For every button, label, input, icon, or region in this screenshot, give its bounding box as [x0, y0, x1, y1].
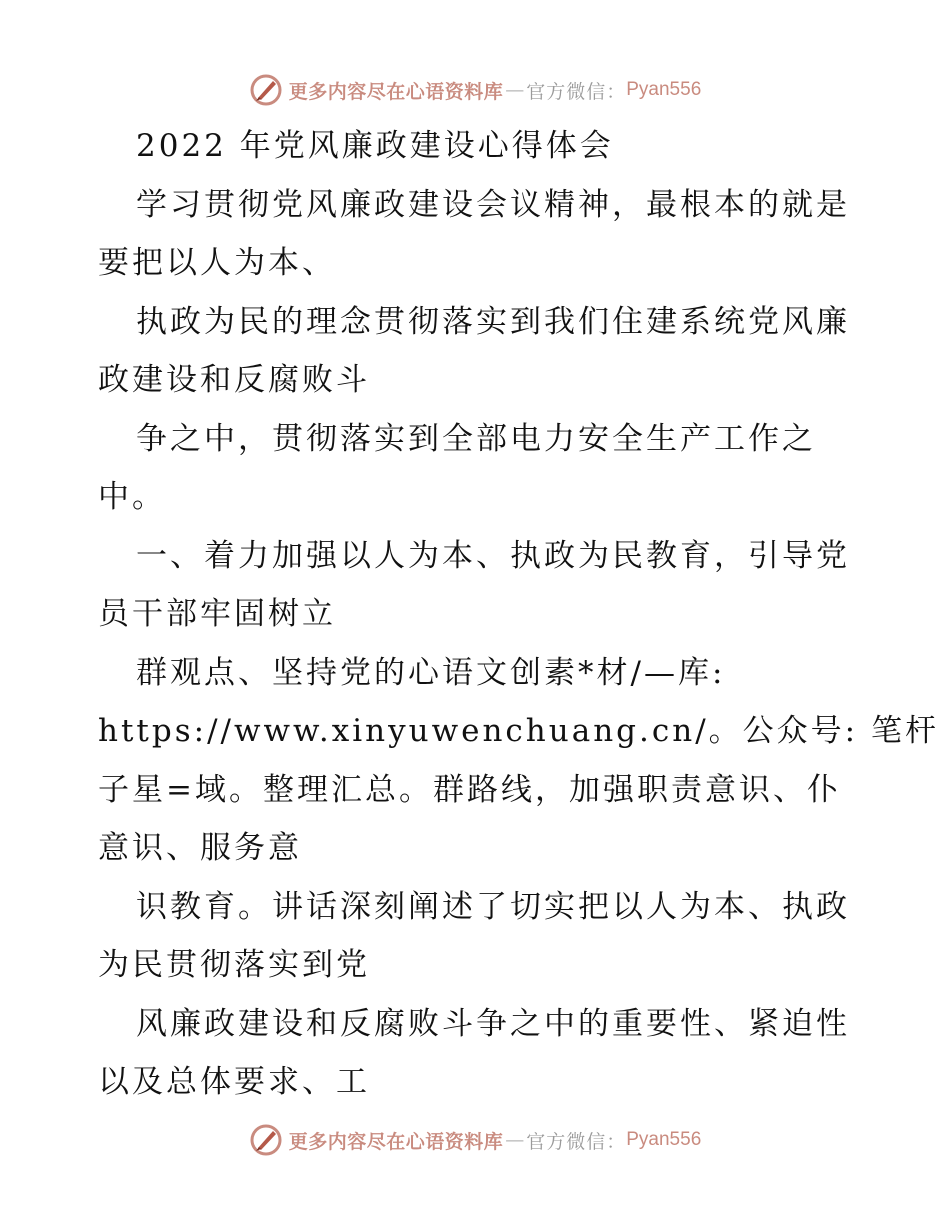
watermark-wechat-id: Pyan556 — [626, 79, 702, 100]
doc-title: 2022 年党风廉政建设心得体会 — [136, 128, 614, 164]
watermark-separator: — — [505, 79, 525, 101]
doc-line: 意识、服务意 — [98, 830, 302, 866]
watermark-label: 官方微信： — [526, 1130, 627, 1153]
doc-line: 政建设和反腐败斗 — [98, 362, 370, 398]
doc-line: 子星=域。整理汇总。群路线，加强职责意识、仆 — [98, 771, 841, 808]
doc-line: 为民贯彻落实到党 — [98, 947, 370, 983]
doc-line: 学习贯彻党风廉政建设会议精神，最根本的就是 — [136, 186, 850, 223]
watermark-banner-bottom — [0, 1120, 950, 1160]
doc-line: 员干部牢固树立 — [98, 596, 336, 632]
doc-line: 要把以人为本、 — [98, 245, 336, 281]
doc-line: 执政为民的理念贯彻落实到我们住建系统党风廉 — [136, 303, 850, 340]
doc-line: 一、着力加强以人为本、执政为民教育，引导党 — [136, 537, 850, 574]
document-body — [98, 117, 939, 1112]
watermark-main-text: 更多内容尽在心语资料库 — [288, 80, 504, 103]
doc-line: 中。 — [98, 479, 166, 515]
quill-seal-icon — [249, 73, 283, 107]
watermark-wechat-id: Pyan556 — [626, 1129, 702, 1150]
doc-line: 识教育。讲话深刻阐述了切实把以人为本、执政 — [136, 888, 850, 925]
watermark-separator: — — [505, 1129, 525, 1151]
doc-line: 争之中，贯彻落实到全部电力安全生产工作之 — [136, 420, 816, 457]
doc-line-url: https://www.xinyuwenchuang.cn/。公众号: 笔杆 — [98, 713, 939, 749]
quill-seal-icon — [249, 1123, 283, 1157]
watermark-label: 官方微信： — [526, 80, 627, 103]
watermark-banner-top — [0, 70, 950, 110]
doc-line: 风廉政建设和反腐败斗争之中的重要性、紧迫性 — [136, 1005, 850, 1042]
watermark-main-text: 更多内容尽在心语资料库 — [288, 1130, 504, 1153]
doc-line: 群观点、坚持党的心语文创素*材/—库: — [136, 654, 726, 691]
doc-line: 以及总体要求、工 — [98, 1064, 370, 1100]
